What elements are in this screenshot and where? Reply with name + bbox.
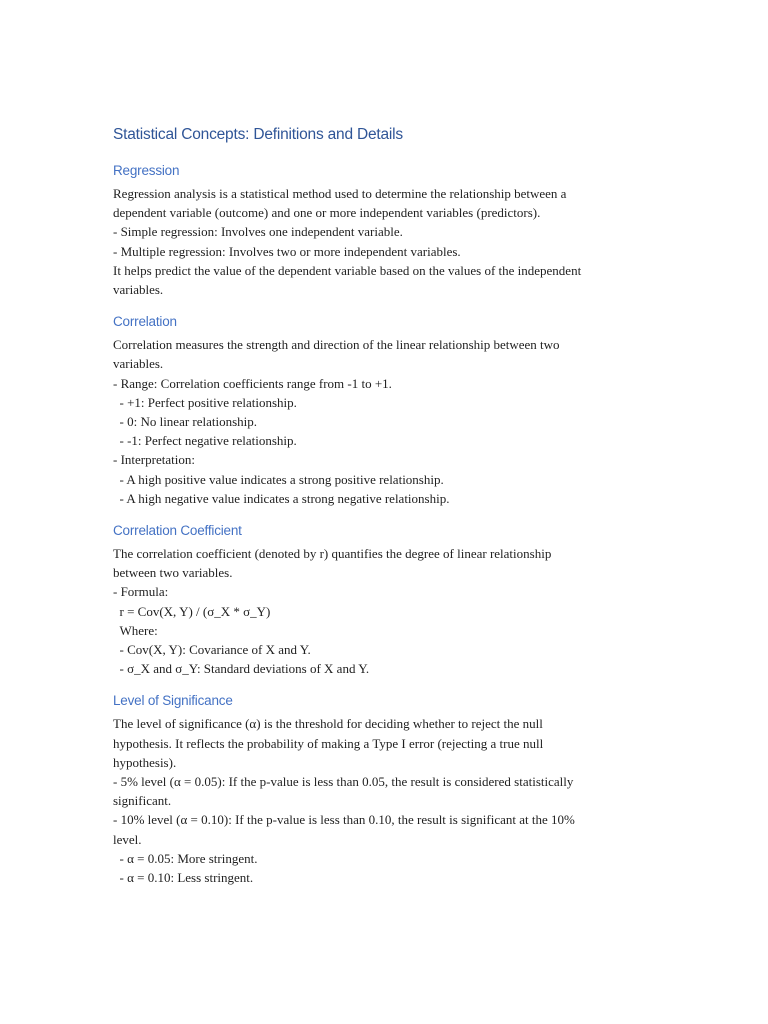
document-page bbox=[113, 124, 658, 901]
body-line: - Formula: bbox=[113, 584, 169, 600]
page-title: Statistical Concepts: Definitions and Details bbox=[113, 126, 403, 143]
body-line: The level of significance (α) is the threshold for deciding whether to reject the null bbox=[113, 716, 543, 732]
section-body-regression bbox=[113, 184, 658, 299]
body-line: - -1: Perfect negative relationship. bbox=[113, 433, 297, 449]
section-level-of-significance bbox=[113, 692, 658, 887]
section-regression bbox=[113, 162, 658, 299]
body-line: - α = 0.05: More stringent. bbox=[113, 850, 258, 866]
body-line: variables. bbox=[113, 356, 164, 372]
body-line: - 5% level (α = 0.05): If the p-value is less than 0.05, the result is considered statistically bbox=[113, 774, 574, 790]
body-line: - 0: No linear relationship. bbox=[113, 414, 258, 430]
body-line: hypothesis. It reflects the probability of making a Type I error (rejecting a true null bbox=[113, 735, 544, 751]
body-line: - Multiple regression: Involves two or more independent variables. bbox=[113, 243, 461, 259]
body-line: It helps predict the value of the dependent variable based on the values of the independent bbox=[113, 262, 582, 278]
section-heading-level-of-significance: Level of Significance bbox=[113, 693, 233, 709]
body-line: between two variables. bbox=[113, 565, 233, 581]
body-line: variables. bbox=[113, 282, 164, 298]
body-line: hypothesis). bbox=[113, 754, 177, 770]
body-line: - +1: Perfect positive relationship. bbox=[113, 394, 297, 410]
body-line: level. bbox=[113, 831, 142, 847]
section-body-correlation-coefficient bbox=[113, 544, 658, 678]
body-line: - Interpretation: bbox=[113, 452, 195, 468]
body-line: - Range: Correlation coefficients range from -1 to +1. bbox=[113, 375, 392, 391]
body-line: - σ_X and σ_Y: Standard deviations of X and Y. bbox=[113, 661, 370, 677]
section-correlation bbox=[113, 313, 658, 508]
formula-line: r = Cov(X, Y) / (σ_X * σ_Y) bbox=[113, 603, 271, 619]
body-line: - A high positive value indicates a strong positive relationship. bbox=[113, 471, 444, 487]
body-line: Regression analysis is a statistical method used to determine the relationship between a bbox=[113, 186, 567, 201]
body-line: Where: bbox=[113, 622, 158, 638]
body-line: - 10% level (α = 0.10): If the p-value is less than 0.10, the result is significant at the 10% bbox=[113, 812, 575, 828]
body-line: - Simple regression: Involves one independent variable. bbox=[113, 224, 403, 240]
body-line: Correlation measures the strength and direction of the linear relationship between two bbox=[113, 337, 560, 353]
body-line: - Cov(X, Y): Covariance of X and Y. bbox=[113, 642, 311, 658]
body-line: dependent variable (outcome) and one or more independent variables (predictors). bbox=[113, 205, 541, 221]
section-heading-correlation-coefficient: Correlation Coefficient bbox=[113, 523, 242, 539]
section-heading-regression: Regression bbox=[113, 163, 180, 178]
body-line: - α = 0.10: Less stringent. bbox=[113, 870, 254, 886]
body-line: significant. bbox=[113, 793, 172, 809]
section-body-level-of-significance bbox=[113, 714, 658, 887]
body-line: The correlation coefficient (denoted by r) quantifies the degree of linear relationship bbox=[113, 546, 552, 562]
section-correlation-coefficient bbox=[113, 522, 658, 678]
body-line: - A high negative value indicates a strong negative relationship. bbox=[113, 490, 450, 506]
section-heading-correlation: Correlation bbox=[113, 314, 177, 330]
section-body-correlation bbox=[113, 335, 658, 508]
